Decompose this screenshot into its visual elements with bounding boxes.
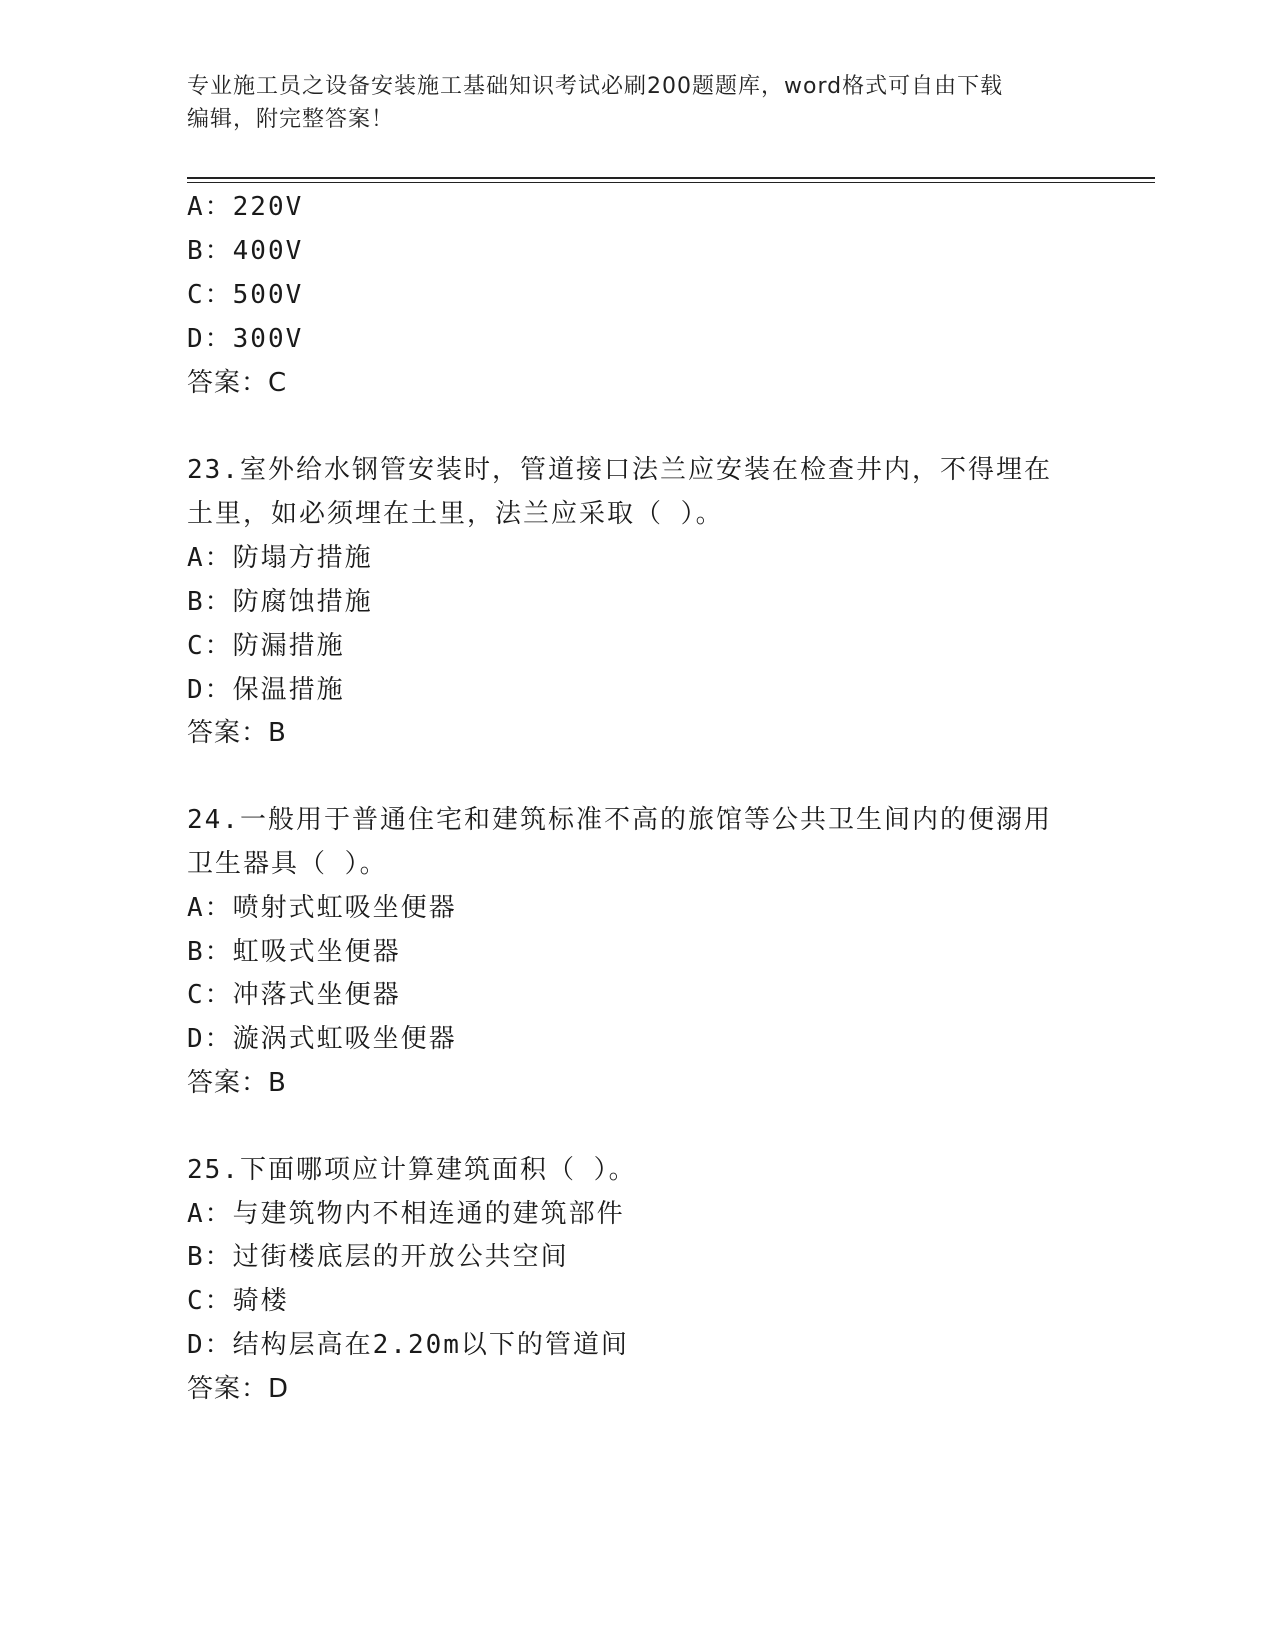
header-divider-thin — [187, 182, 1155, 183]
q24-option-d: D：漩涡式虹吸坐便器 — [187, 1024, 457, 1054]
q23-option-d: D：保温措施 — [187, 675, 345, 705]
q25-option-a: A：与建筑物内不相连通的建筑部件 — [187, 1199, 625, 1229]
q22-option-b: B：400V — [187, 236, 304, 266]
q25-option-b: B：过街楼底层的开放公共空间 — [187, 1242, 569, 1272]
q25-answer: 答案：D — [187, 1374, 290, 1404]
q22-option-c: C：500V — [187, 280, 304, 310]
q23-option-c: C：防漏措施 — [187, 631, 345, 661]
q22-answer: 答案：C — [187, 368, 288, 398]
q24-option-b: B：虹吸式坐便器 — [187, 937, 401, 967]
q24-answer: 答案：B — [187, 1068, 287, 1098]
q25-option-d: D：结构层高在2.20m以下的管道间 — [187, 1330, 629, 1360]
q22-option-d: D：300V — [187, 324, 304, 354]
q25-option-c: C：骑楼 — [187, 1286, 289, 1316]
header-line-2: 编辑，附完整答案！ — [187, 107, 395, 132]
document-header — [187, 70, 1087, 136]
q23-answer: 答案：B — [187, 718, 287, 748]
q23-question-line-2: 土里，如必须埋在土里，法兰应采取（ ）。 — [187, 499, 724, 529]
q23-question-line-1: 23.室外给水钢管安装时，管道接口法兰应安装在检查井内，不得埋在 — [187, 455, 1052, 485]
q24-question-line-1: 24.一般用于普通住宅和建筑标准不高的旅馆等公共卫生间内的便溺用 — [187, 805, 1052, 835]
q23-option-a: A：防塌方措施 — [187, 543, 373, 573]
q22-option-a: A：220V — [187, 192, 304, 222]
q24-question-line-2: 卫生器具（ ）。 — [187, 849, 388, 879]
q23-option-b: B：防腐蚀措施 — [187, 587, 373, 617]
q25-question-line-1: 25.下面哪项应计算建筑面积（ ）。 — [187, 1155, 637, 1185]
q24-option-a: A：喷射式虹吸坐便器 — [187, 893, 457, 923]
header-divider-thick — [187, 177, 1155, 179]
q24-option-c: C：冲落式坐便器 — [187, 980, 401, 1010]
header-line-1: 专业施工员之设备安装施工基础知识考试必刷200题题库，word格式可自由下载 — [187, 74, 1004, 99]
